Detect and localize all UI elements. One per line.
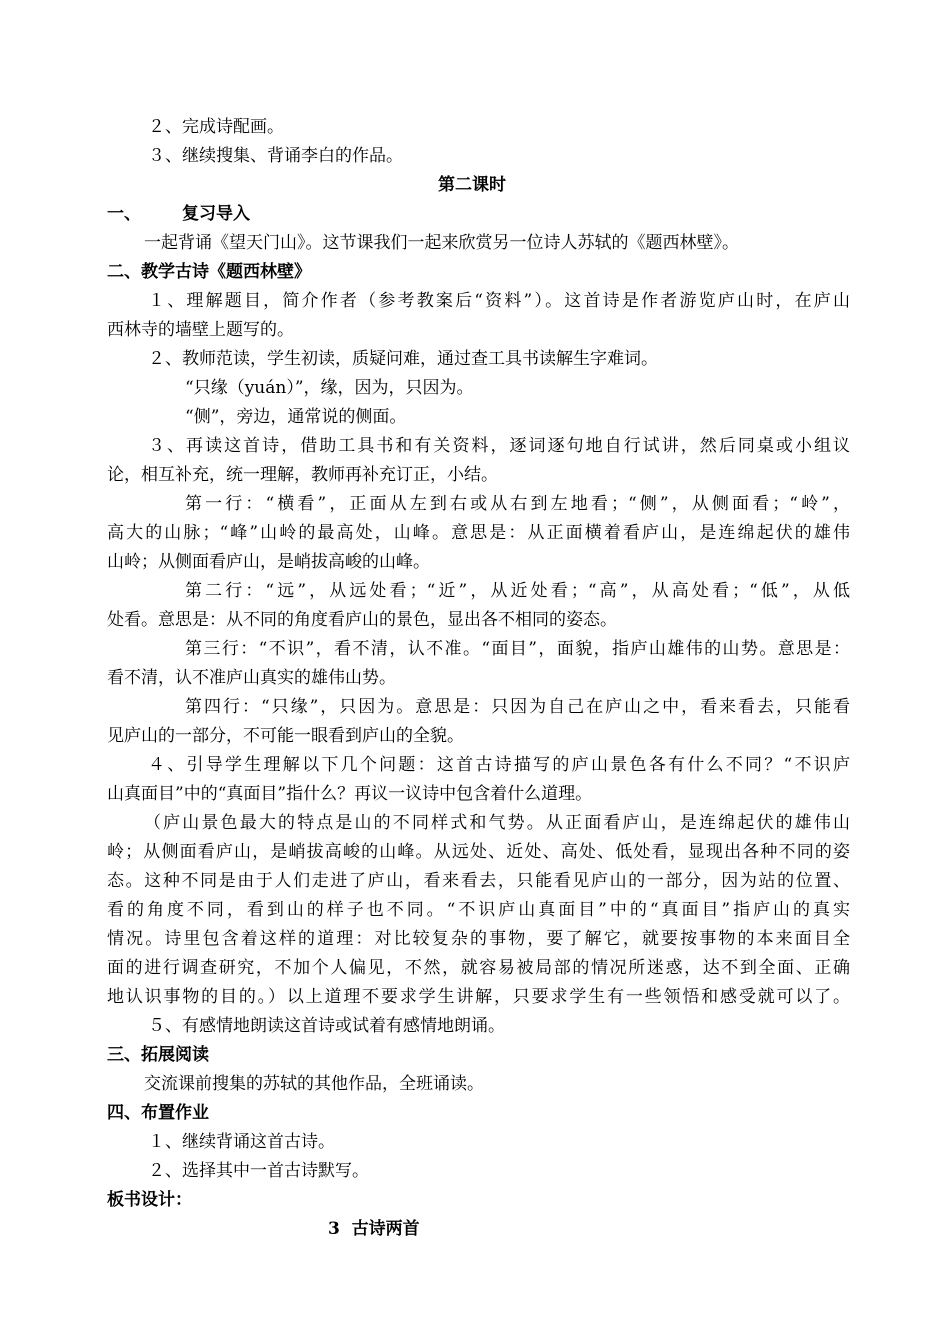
section-4-heading: 四、布置作业	[107, 1103, 209, 1123]
line-explanation: 处看。意思是：从不同的角度看庐山的景色，显出各不相同的姿态。	[107, 610, 617, 630]
line-explanation: 山岭；从侧面看庐山，是峭拔高峻的山峰。	[107, 552, 430, 572]
line-explanation: 第二行：“远”，从远处看；“近”，从近处看；“高”，从高处看；“低”，从低	[185, 581, 850, 601]
homework-item-3: ３、继续搜集、背诵李白的作品。	[148, 146, 403, 166]
paragraph-line: ２、教师范读，学生初读，质疑问难，通过查工具书读解生字难词。	[148, 349, 658, 369]
paragraph-line: 态。这种不同是由于人们走进了庐山，看来看去，只能看见庐山的一部分，因为站的位置、	[107, 871, 850, 891]
homework-item-2: ２、选择其中一首古诗默写。	[148, 1161, 369, 1181]
line-explanation: 第四行：“只缘”，只因为。意思是：只因为自己在庐山之中，看来看去，只能看	[185, 697, 850, 717]
review-text: 一起背诵《望天门山》。这节课我们一起来欣赏另一位诗人苏轼的《题西林壁》。	[144, 233, 739, 253]
line-explanation: 第三行：“不识”，看不清，认不准。“面目”，面貌，指庐山雄伟的山势。意思是：	[185, 639, 850, 659]
paragraph-line: ５、有感情地朗读这首诗或试着有感情地朗诵。	[148, 1016, 505, 1036]
paragraph-line: 论，相互补充，统一理解，教师再补充订正，小结。	[107, 465, 498, 485]
paragraph-line: ３、再读这首诗，借助工具书和有关资料，逐词逐句地自行试讲，然后同桌或小组议	[148, 436, 850, 456]
paragraph-line: 面的进行调查研究，不加个人偏见，不然，就容易被局部的情况所迷惑，达不到全面、正确	[107, 958, 850, 978]
paragraph-line: 山真面目”中的“真面目”指什么？再议一议诗中包含着什么道理。	[107, 784, 593, 804]
paragraph-line: （庐山景色最大的特点是山的不同样式和气势。从正面看庐山，是连绵起伏的雄伟山	[144, 813, 850, 833]
vocab-note: “只缘（yuán）”，缘，因为，只因为。	[185, 378, 474, 398]
paragraph-line: 交流课前搜集的苏轼的其他作品，全班诵读。	[144, 1074, 484, 1094]
line-explanation: 第一行：“横看”，正面从左到右或从右到左地看；“侧”，从侧面看；“岭”，	[185, 494, 850, 514]
homework-item-2: ２、完成诗配画。	[148, 117, 284, 137]
section-3-heading: 三、拓展阅读	[107, 1045, 209, 1065]
vocab-note: “侧”，旁边，通常说的侧面。	[185, 407, 407, 427]
lesson-title: 第二课时	[438, 175, 506, 195]
paragraph-line: 看的角度不同，看到山的样子也不同。“不识庐山真面目”中的“真面目”指庐山的真实	[107, 900, 850, 920]
paragraph-line: 地认识事物的目的。）以上道理不要求学生讲解，只要求学生有一些领悟和感受就可以了。	[107, 987, 850, 1007]
section-1-number: 一、	[107, 204, 141, 224]
paragraph-line: 岭；从侧面看庐山，是峭拔高峻的山峰。从远处、近处、高处、低处看，显现出各种不同的姿	[107, 842, 850, 862]
paragraph-line: 情况。诗里包含着这样的道理：对比较复杂的事物，要了解它，就要按事物的本来面目全	[107, 929, 850, 949]
board-title: 3 古诗两首	[328, 1219, 420, 1239]
line-explanation: 高大的山脉；“峰”山岭的最高处，山峰。意思是：从正面横着看庐山，是连绵起伏的雄伟	[107, 523, 850, 543]
section-2-heading: 二、教学古诗《题西林壁》	[107, 262, 311, 282]
section-1-heading: 复习导入	[182, 204, 250, 224]
paragraph-line: １、理解题目，简介作者（参考教案后“资料”）。这首诗是作者游览庐山时，在庐山	[148, 291, 850, 311]
board-design-label: 板书设计：	[107, 1190, 192, 1210]
paragraph-line: 西林寺的墙壁上题写的。	[107, 320, 294, 340]
paragraph-line: ４、引导学生理解以下几个问题：这首古诗描写的庐山景色各有什么不同？“不识庐	[148, 755, 850, 775]
homework-item-1: １、继续背诵这首古诗。	[148, 1132, 335, 1152]
line-explanation: 见庐山的一部分，不可能一眼看到庐山的全貌。	[107, 726, 464, 746]
line-explanation: 看不清，认不准庐山真实的雄伟山势。	[107, 668, 396, 688]
